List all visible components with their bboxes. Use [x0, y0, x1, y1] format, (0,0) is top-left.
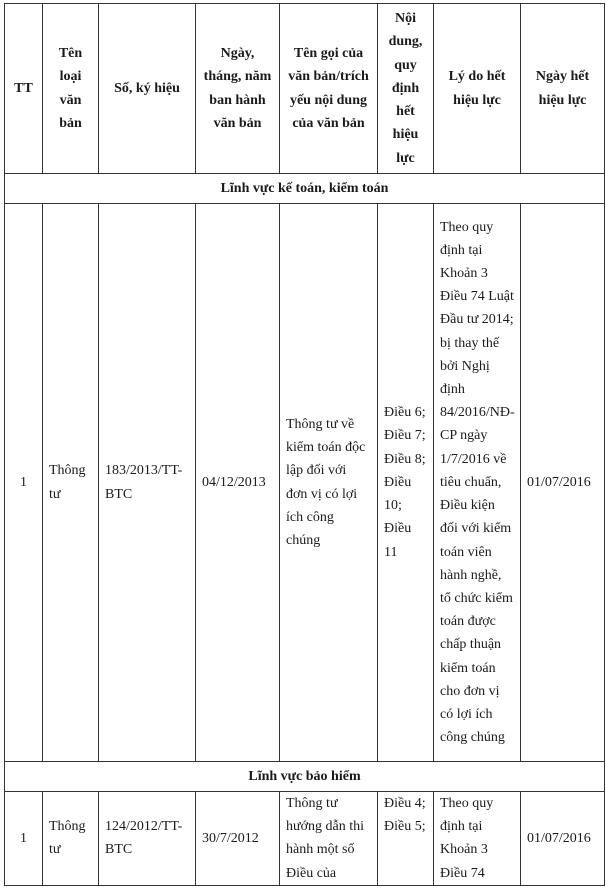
header-ten-goi: Tên gọi của văn bản/trích yếu nội dung của văn bản: [280, 4, 378, 174]
cell-ngay-het: 01/07/2016: [521, 792, 605, 886]
header-so-ky-hieu: Số, ký hiệu: [99, 4, 196, 174]
cell-ten-goi: Thông tư về kiểm toán độc lập đối với đơn vị có lợi ích công chúng: [280, 204, 378, 762]
cell-loai: Thông tư: [43, 204, 99, 762]
cell-loai: Thông tư: [43, 792, 99, 886]
table-row: [5, 204, 605, 762]
section-row: [5, 762, 605, 792]
cell-ly-do: Theo quy định tại Khoản 3 Điều 74: [434, 792, 521, 886]
header-noi-dung: Nội dung, quy định hết hiệu lực: [378, 4, 434, 174]
header-row: [5, 4, 605, 174]
section-row: [5, 174, 605, 204]
cell-tt: 1: [5, 792, 43, 886]
header-ngay-het: Ngày hết hiệu lực: [521, 4, 605, 174]
header-ngay-ban-hanh: Ngày, tháng, năm ban hành văn bản: [196, 4, 280, 174]
section-title: Lĩnh vực kế toán, kiểm toán: [5, 174, 605, 204]
cell-noi-dung: Điều 6; Điều 7; Điều 8; Điều 10; Điều 11: [378, 204, 434, 762]
cell-ngay-ban-hanh: 04/12/2013: [196, 204, 280, 762]
cell-so-ky-hieu: 124/2012/TT-BTC: [99, 792, 196, 886]
header-ly-do: Lý do hết hiệu lực: [434, 4, 521, 174]
section-title: Lĩnh vực bảo hiểm: [5, 762, 605, 792]
header-loai: Tên loại văn bản: [43, 4, 99, 174]
cell-so-ky-hieu: 183/2013/TT-BTC: [99, 204, 196, 762]
cell-ten-goi: Thông tư hướng dẫn thi hành một số Điều của: [280, 792, 378, 886]
cell-tt: 1: [5, 204, 43, 762]
header-tt: TT: [5, 4, 43, 174]
cell-ngay-het: 01/07/2016: [521, 204, 605, 762]
cell-noi-dung: Điều 4; Điều 5;: [378, 792, 434, 886]
cell-ly-do: Theo quy định tại Khoản 3 Điều 74 Luật Đầu tư 2014; bị thay thế bởi Nghị định 84/2016/NĐ-CP ngày 1/7/2016 về tiêu chuẩn, Điều kiện đối với kiểm toán viên hành nghề, tổ chức kiểm toán được chấp thuận kiểm toán cho đơn vị có lợi ích công chúng: [434, 204, 521, 762]
table-row: [5, 792, 605, 886]
cell-ngay-ban-hanh: 30/7/2012: [196, 792, 280, 886]
legal-documents-table: [4, 3, 605, 886]
